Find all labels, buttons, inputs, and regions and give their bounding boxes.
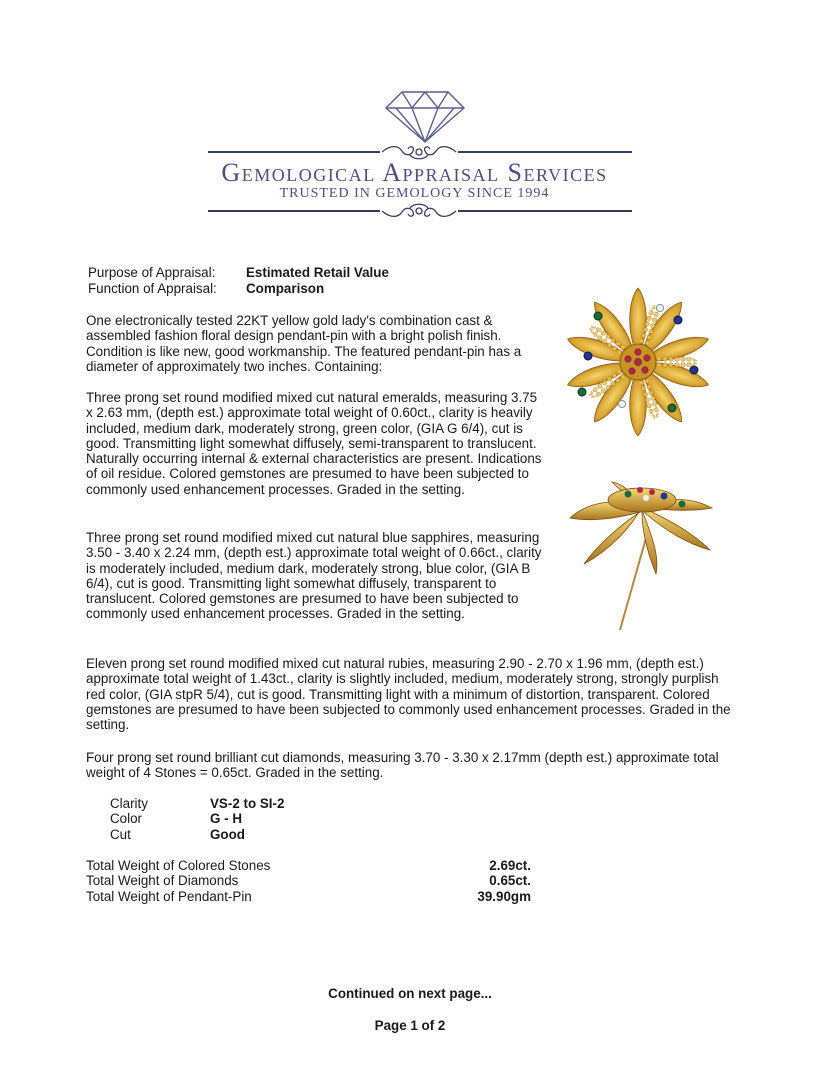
spec-value-clarity: VS-2 to SI-2 — [210, 796, 285, 811]
total-colored-stones-value: 2.69ct. — [489, 858, 531, 873]
item-description: One electronically tested 22KT yellow gold lady's combination cast & assembled fashion floral design pendant-pin with a bright polish finish. Condition is like new, good workmanship. The featured pendant-pin has a diameter of approximately two inches. Containing: — [86, 313, 522, 374]
total-pendant-pin-value: 39.90gm — [477, 889, 531, 904]
sapphires-description: Three prong set round modified mixed cut natural blue sapphires, measuring 3.50 - 3.40 x 2.24 mm, (depth est.) approximate total weight of 0.66ct., clarity is moderately included, medium dark, moderately strong, blue color, (GIA B 6/4), cut is good. Transmitting light somewhat diffusely, transparent to translucent. Colored gemstones are presumed to have been subjected to commonly used enhancement processes. Graded in the setting. — [86, 530, 542, 622]
company-tagline: TRUSTED IN GEMOLOGY SINCE 1994 — [279, 186, 550, 201]
spec-label-color: Color — [110, 811, 142, 826]
spec-value-cut: Good — [210, 827, 245, 842]
rubies-description: Eleven prong set round modified mixed cut natural rubies, measuring 2.90 - 2.70 x 1.96 mm, (depth est.) approximate total weight of 1.43ct., clarity is slightly included, medium, moderately strong, strongly purplish red color, (GIA stpR 5/4), cut is good. Transmitting light with a minimum of distortion, transparent. Colored gemstones are presumed to have been subjected to commonly used enhancement processes. Graded in the setting. — [86, 656, 731, 733]
function-label: Function of Appraisal: — [88, 281, 217, 296]
purpose-label: Purpose of Appraisal: — [88, 265, 216, 280]
spec-label-clarity: Clarity — [110, 796, 148, 811]
total-colored-stones-label: Total Weight of Colored Stones — [86, 858, 271, 873]
page-number: Page 1 of 2 — [374, 1018, 446, 1033]
total-diamonds-label: Total Weight of Diamonds — [86, 873, 239, 888]
emeralds-description: Three prong set round modified mixed cut natural emeralds, measuring 3.75 x 2.63 mm, (depth est.) approximate total weight of 0.60ct., clarity is heavily included, medium dark, moderately strong, green color, (GIA G 6/4), cut is good. Transmitting light somewhat diffusely, semi-transparent to translucent. Naturally occurring internal & external characteristics are present. Indications of oil residue. Colored gemstones are presumed to have been subjected to commonly used enhancement processes. Graded in the setting. — [86, 390, 542, 497]
function-value: Comparison — [246, 281, 325, 296]
total-pendant-pin-label: Total Weight of Pendant-Pin — [86, 889, 252, 904]
header-rule — [458, 210, 632, 212]
total-diamonds-value: 0.65ct. — [489, 873, 531, 888]
continued-note: Continued on next page... — [328, 986, 492, 1001]
header-rule — [208, 210, 380, 212]
header-rule — [208, 151, 380, 153]
gold-floral-pendant-pin-front-photo — [558, 282, 718, 440]
scroll-ornament-icon — [380, 200, 458, 222]
header-rule — [458, 151, 632, 153]
gold-floral-pendant-pin-side-photo — [560, 478, 720, 634]
company-name: Gemological Appraisal Services — [221, 158, 608, 187]
purpose-value: Estimated Retail Value — [246, 265, 389, 280]
spec-label-cut: Cut — [110, 827, 131, 842]
diamond-outline-icon — [380, 86, 470, 146]
spec-value-color: G - H — [210, 811, 242, 826]
diamonds-description: Four prong set round brilliant cut diamonds, measuring 3.70 - 3.30 x 2.17mm (depth est.) approximate total weight of 4 Stones = 0.65ct. Graded in the setting. — [86, 750, 719, 781]
